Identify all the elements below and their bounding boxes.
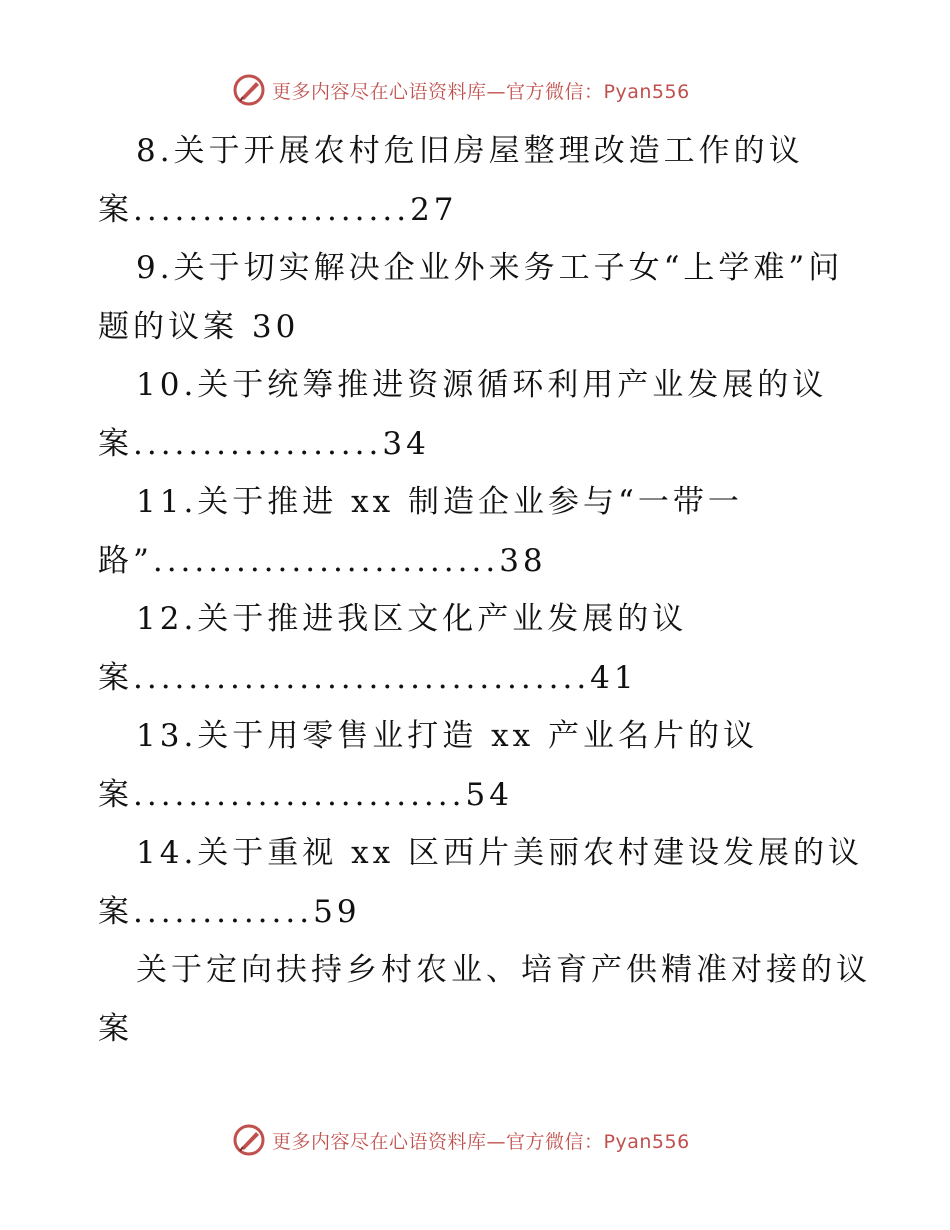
watermark-text: 更多内容尽在心语资料库—官方微信：Pyan556 <box>272 1130 690 1153</box>
toc-line: 题的议案 30 <box>98 308 300 345</box>
toc-line: 9.关于切实解决企业外来务工子女“上学难”问 <box>136 250 844 286</box>
toc-line: 案 <box>98 1010 133 1047</box>
watermark-text: 更多内容尽在心语资料库—官方微信：Pyan556 <box>272 80 690 103</box>
toc-line: 14.关于重视 xx 区西片美丽农村建设发展的议 <box>136 835 863 871</box>
toc-line: 案....................27 <box>98 191 458 228</box>
toc-list <box>98 122 878 1058</box>
toc-line: 案.................................41 <box>98 659 638 696</box>
toc-line: 13.关于用零售业打造 xx 产业名片的议 <box>136 718 758 754</box>
toc-line: 8.关于开展农村危旧房屋整理改造工作的议 <box>136 133 804 169</box>
quill-logo-icon <box>232 73 266 107</box>
toc-line: 10.关于统筹推进资源循环利用产业发展的议 <box>136 367 828 403</box>
header-watermark <box>232 70 752 110</box>
toc-line: 案..................34 <box>98 425 430 462</box>
toc-line: 12.关于推进我区文化产业发展的议 <box>136 601 688 637</box>
toc-line: 11.关于推进 xx 制造企业参与“一带一 <box>136 484 743 520</box>
toc-line: 案........................54 <box>98 776 513 813</box>
footer-watermark <box>232 1120 752 1160</box>
toc-line: 路”.........................38 <box>98 542 547 579</box>
toc-line: 关于定向扶持乡村农业、培育产供精准对接的议 <box>136 952 871 988</box>
toc-line: 案.............59 <box>98 893 361 930</box>
quill-logo-icon <box>232 1123 266 1157</box>
